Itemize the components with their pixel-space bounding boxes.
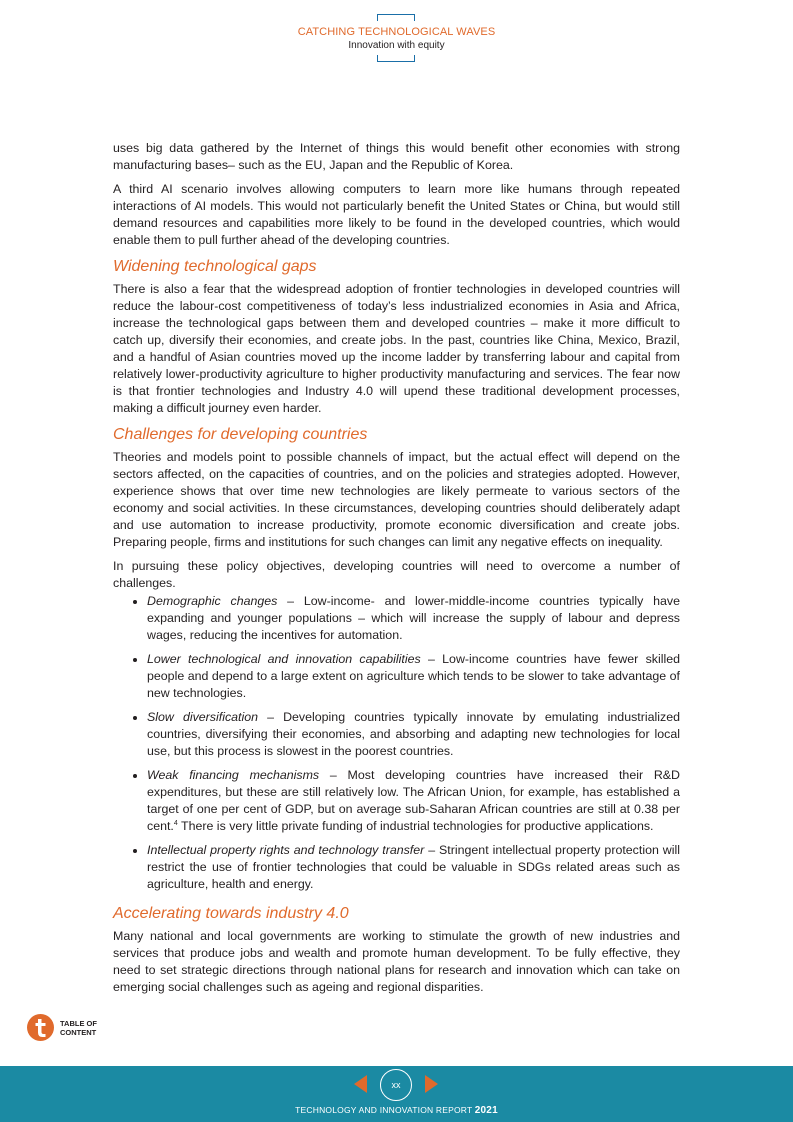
bullet-term: Slow diversification: [147, 710, 259, 724]
paragraph-4: Theories and models point to possible channels of impact, but the actual effect will depend on the sectors affected, on the capacities of countries, and on the policies and strategies adopted. However, experience shows that over time new technologies are likely permeate to various sectors of the economy and social activities. In these circumstances, developing countries should deliberately adapt and use automation to increase productivity, promote economic diversification and create jobs. Preparing people, firms and institutions for such changes can limit any negative effects on inequality.: [113, 450, 680, 549]
page-footer: [0, 1066, 793, 1122]
list-item: [147, 593, 680, 644]
prev-page-icon[interactable]: [354, 1075, 367, 1093]
paragraph-2: A third AI scenario involves allowing computers to learn more like humans through repeated interactions of AI models. This would not particularly benefit the United States or China, but would still demand resources and capabilities more likely to be found in the developed countries, which would enable them to pull further ahead of the developing countries.: [113, 182, 680, 247]
heading-widening-gaps: Widening technological gaps: [113, 258, 317, 275]
report-year: 2021: [474, 1105, 498, 1116]
bullet-text-cont: There is very little private funding of industrial technologies for productive applications.: [177, 819, 654, 833]
list-item: [147, 651, 680, 702]
toc-label-line1: TABLE OF: [60, 1018, 97, 1028]
heading-challenges: Challenges for developing countries: [113, 426, 368, 443]
paragraph-1: uses big data gathered by the Internet of things this would benefit other economies with strong manufacturing bases– such as the EU, Japan and the Republic of Korea.: [113, 141, 680, 172]
challenges-list: [113, 593, 680, 893]
footnote-ref[interactable]: 4: [173, 819, 178, 827]
report-title: TECHNOLOGY AND INNOVATION REPORT: [295, 1105, 473, 1115]
paragraph-6: Many national and local governments are working to stimulate the growth of new industries and services that produce jobs and wealth and promote human development. To be fully effective, they need to set strategic directions through national plans for research and innovation which can take on emerging social challenges such as ageing and regional disparities.: [113, 929, 680, 994]
table-of-content-link[interactable]: [27, 1014, 97, 1041]
bullet-term: Lower technological and innovation capabilities: [147, 652, 421, 666]
header-subtitle: Innovation with equity: [348, 40, 445, 51]
bullet-text: – Low-income- and lower-middle-income countries typically have expanding and younger populations – which will increase the supply of labour and depress wages, reducing the incentives for automation.: [147, 594, 680, 642]
bullet-text: – Stringent intellectual property protection will restrict the use of frontier technologies that could be valuable in SDGs related areas such as agriculture, health and energy.: [147, 843, 680, 891]
paragraph-3: There is also a fear that the widespread adoption of frontier technologies in developed countries will reduce the labour-cost competitiveness of today’s less industrialized economies in Asia and Africa, increase the technological gaps between them and developed countries – make it more difficult to catch up, diversify their economies, and create jobs. In the past, countries like China, Mexico, Brazil, and a handful of Asian countries moved up the income ladder by transferring labour and capital from relatively lower-productivity agriculture to higher productivity manufacturing and services. The fear now is that frontier technologies and Industry 4.0 will upend these traditional development processes, making a difficult journey even harder.: [113, 282, 680, 415]
bullet-text: – Most developing countries have increased their R&D expenditures, but these are still relatively low. The African Union, for example, has established a target of one per cent of GDP, but on average sub-Saharan African countries are still at 0.38 per cent.: [147, 768, 681, 833]
page-content: [113, 140, 680, 1003]
toc-t-glyph: [27, 1014, 54, 1041]
heading-accelerating: Accelerating towards industry 4.0: [113, 905, 349, 922]
page-number: xx: [380, 1069, 412, 1101]
list-item: [147, 709, 680, 760]
toc-icon: [27, 1014, 54, 1041]
bullet-text: – Developing countries typically innovate by emulating industrialized countries, diversifying their economies, and absorbing and adapting new technologies for local use, but this process is slowest in the poorest countries.: [147, 710, 680, 758]
bullet-text: – Low-income countries have fewer skilled people and depend to a large extent on agriculture which tends to be slower to take advantage of new technologies.: [147, 652, 680, 700]
footer-report-title: [0, 1105, 793, 1116]
header-bracket-bottom: [377, 55, 415, 62]
list-item: [147, 767, 680, 835]
bullet-term: Intellectual property rights and technology transfer: [147, 843, 425, 857]
paragraph-5: In pursuing these policy objectives, developing countries will need to overcome a number of challenges.: [113, 559, 680, 590]
toc-label-line2: CONTENT: [60, 1027, 97, 1037]
bullet-term: Demographic changes: [147, 594, 278, 608]
next-page-icon[interactable]: [425, 1075, 438, 1093]
list-item: [147, 842, 680, 893]
bullet-term: Weak financing mechanisms: [147, 768, 320, 782]
header-bracket-top: [377, 14, 415, 21]
header-title: CATCHING TECHNOLOGICAL WAVES: [297, 26, 496, 38]
toc-label: [60, 1019, 97, 1037]
